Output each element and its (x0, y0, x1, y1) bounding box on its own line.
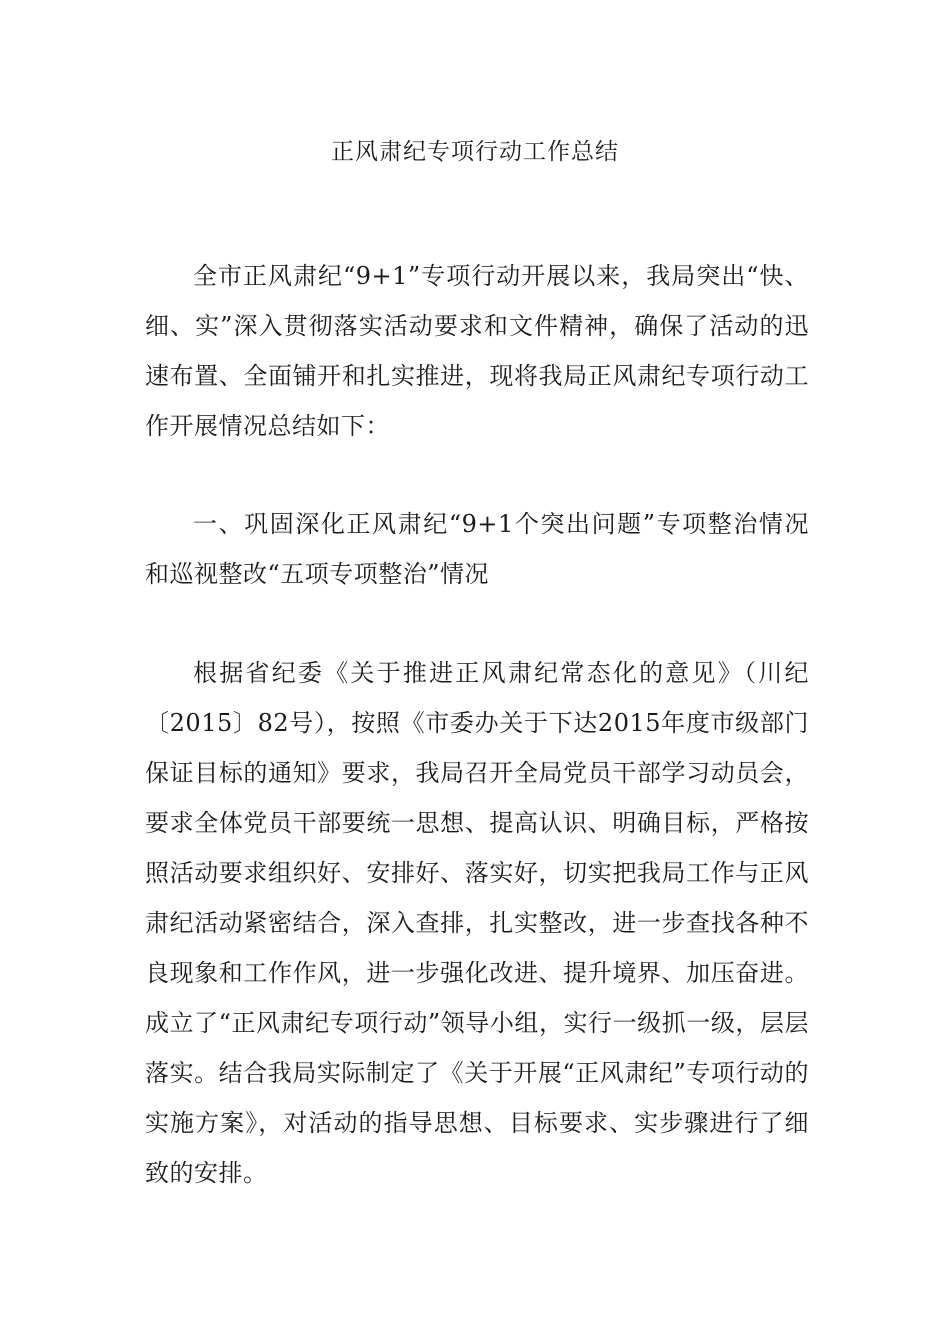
intro-paragraph: 全市正风肃纪“9+1”专项行动开展以来，我局突出“快、细、实”深入贯彻落实活动要求和文件精神，确保了活动的迅速布置、全面铺开和扎实推进，现将我局正风肃纪专项行动工作开展情况总结如下： (145, 262, 809, 440)
body-paragraph: 根据省纪委《关于推进正风肃纪常态化的意见》（川纪〔2015〕82号），按照《市委办关于下达2015年度市级部门保证目标的通知》要求，我局召开全局党员干部学习动员会，要求全体党员干部要统一思想、提高认识、明确目标，严格按照活动要求组织好、安排好、落实好，切实把我局工作与正风肃纪活动紧密结合，深入查排，扎实整改，进一步查找各种不良现象和工作作风，进一步强化改进、提升境界、加压奋进。成立了“正风肃纪专项行动”领导小组，实行一级抓一级，层层落实。结合我局实际制定了《关于开展“正风肃纪”专项行动的实施方案》，对活动的指导思想、目标要求、实步骤进行了细致的安排。 (145, 659, 809, 1187)
document-title: 正风肃纪专项行动工作总结 (331, 139, 619, 165)
section-heading: 一、巩固深化正风肃纪“9+1个突出问题”专项整治情况和巡视整改“五项专项整治”情况 (145, 510, 809, 588)
